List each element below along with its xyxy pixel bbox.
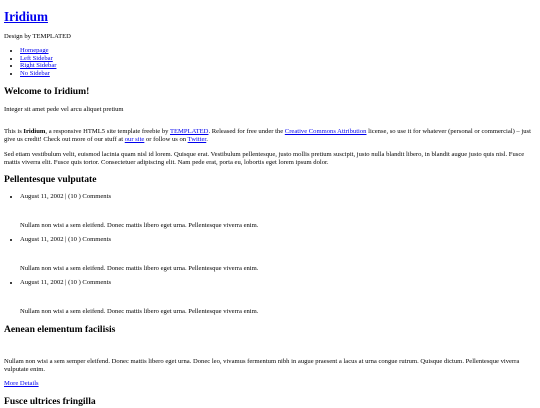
intro-text-3: . Released for free under the [208, 128, 285, 135]
welcome-body-paragraph: Sed etiam vestibulum velit, euismod lacinia quam nisl id lorem. Quisque erat. Vestibulum pellentesque, justo mollis pretium suscipit, justo nulla blandit libero, in blandit augue justo quis nisl. Fusce mattis viverra elit. Fusce quis tortor. Consectetuer adipiscing elit. Nam pede erat, porta eu, lobortis eget lorem ipsum dolor. [4, 151, 525, 167]
welcome-intro-paragraph [4, 128, 536, 144]
aenean-heading: Aenean elementum facilisis [4, 324, 116, 335]
post-meta [4, 279, 111, 287]
welcome-heading: Welcome to Iridium! [4, 86, 90, 97]
fusce-heading: Fusce ultrices fringilla [4, 396, 96, 407]
byline: Design by TEMPLATED [4, 33, 71, 40]
post-body: Nullam non wisi a sem eleifend. Donec mattis libero eget urna. Pellentesque viverra enim. [20, 222, 259, 229]
nav-link-left-sidebar[interactable]: Left Sidebar [20, 54, 53, 62]
intro-text-1: This is [4, 128, 24, 135]
post-meta-item: • August 11, 2002 | (10 ) Comments [20, 193, 111, 201]
aenean-body: Nullam non wisi a sem semper eleifend. Donec mattis libero eget urna. Donec leo, vivamus fermentum nibh in augue praesent a lacus at urna congue rutrum. Quisque dictum. Pellentesque viverra vulputate enim. [4, 358, 520, 374]
nav-link-homepage[interactable]: Homepage [20, 47, 49, 54]
post-meta [4, 193, 111, 201]
nav-item-right-sidebar [20, 62, 56, 70]
post-meta-item: • August 11, 2002 | (10 ) Comments [20, 279, 111, 287]
nav-item-homepage [20, 47, 56, 55]
welcome-subheading: Integer sit amet pede vel arcu aliquet pretium [4, 106, 124, 113]
creative-commons-link[interactable]: Creative Commons Attribution [284, 128, 367, 135]
post-body: Nullam non wisi a sem eleifend. Donec mattis libero eget urna. Pellentesque viverra enim. [20, 308, 259, 315]
site-title-link[interactable]: Iridium [4, 9, 48, 24]
templated-link[interactable]: TEMPLATED [169, 128, 209, 135]
main-nav [4, 47, 56, 77]
nav-link-no-sidebar[interactable]: No Sidebar [20, 69, 50, 77]
post-meta [4, 236, 111, 244]
site-title [4, 9, 48, 25]
posts-heading: Pellentesque vulputate [4, 174, 97, 185]
post-meta-item: • August 11, 2002 | (10 ) Comments [20, 236, 111, 244]
twitter-link[interactable]: Twitter [187, 136, 207, 144]
intro-text-2: , a responsive HTML5 site template freebie by [45, 128, 170, 135]
nav-link-right-sidebar[interactable]: Right Sidebar [20, 62, 57, 69]
intro-text-4: license, so use it for whatever (personal or commercial) – just give us credit! Check out more of our stuff at [4, 128, 531, 144]
intro-text-5: or follow us on [144, 136, 188, 144]
intro-brand: Iridium [23, 128, 46, 135]
nav-item-no-sidebar [20, 70, 56, 78]
our-site-link[interactable]: our site [124, 136, 145, 144]
post-body: Nullam non wisi a sem eleifend. Donec mattis libero eget urna. Pellentesque viverra enim. [20, 265, 259, 272]
nav-item-left-sidebar [20, 55, 56, 63]
more-details-link[interactable]: More Details [4, 380, 39, 387]
intro-text-6: . [206, 136, 208, 144]
